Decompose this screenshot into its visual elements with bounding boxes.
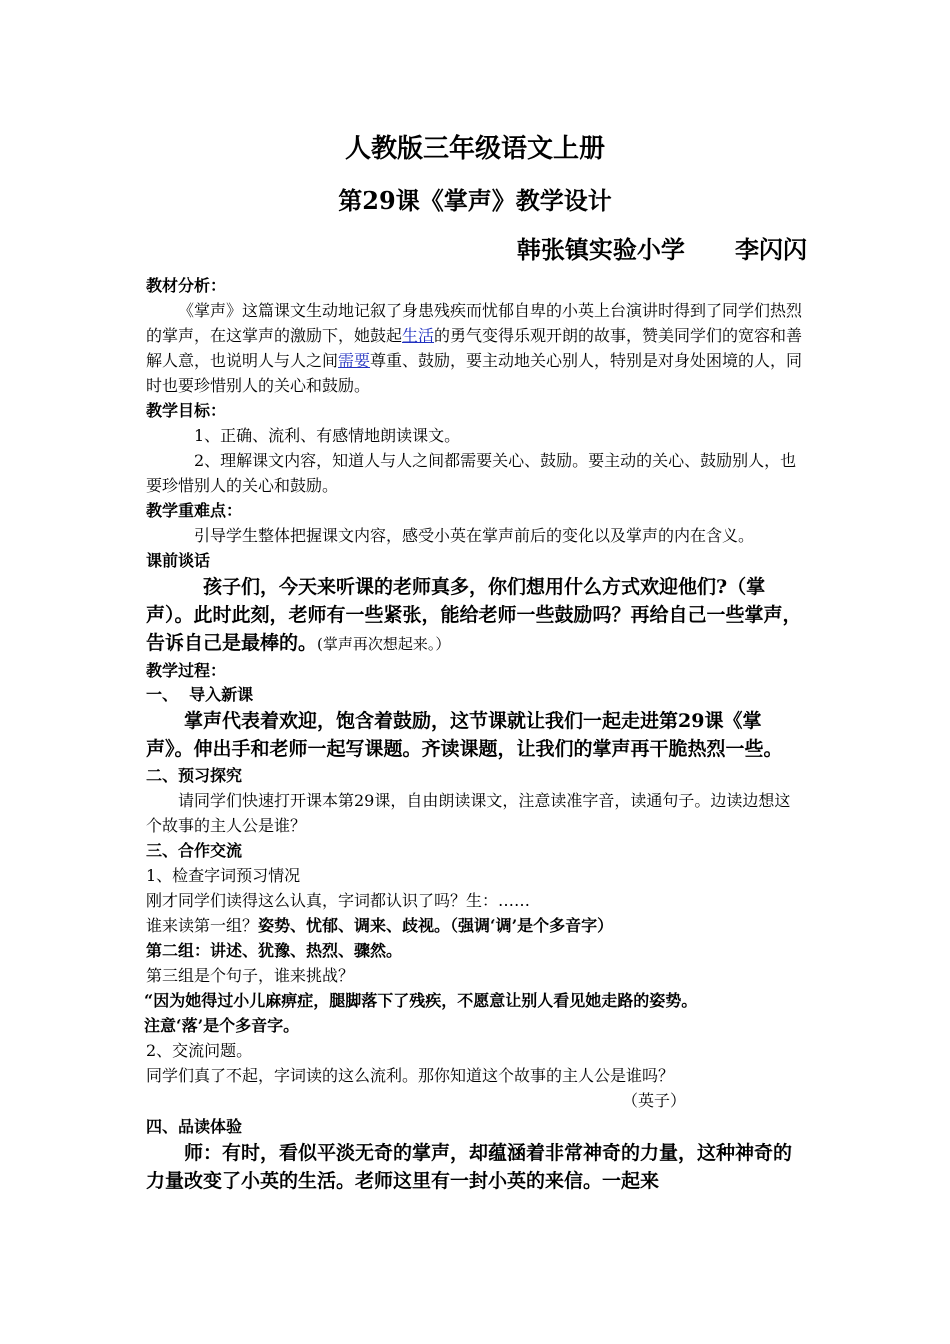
cooperate-line: 同学们真了不起，字词读的这么流利。那你知道这个故事的主人公是谁吗？ bbox=[146, 1066, 675, 1085]
goal-item-1: 1、正确、流利、有感情地朗读课文。 bbox=[194, 426, 461, 445]
text-run: 姿势、忧郁、调来、歧视。（强调‘调’是个多音字） bbox=[258, 916, 614, 935]
text-run: 孩子们，今天来听课的老师真多，你们想用什么方式欢迎他们?（掌声）。此时此刻，老师有一些紧张，能给老师一些鼓励吗？再给自己一些掌声，告诉自己是最棒的。 bbox=[146, 576, 802, 654]
cooperate-line: 第三组是个句子，谁来挑战？ bbox=[146, 966, 355, 985]
step-heading-cooperate: 三、合作交流 bbox=[146, 841, 243, 860]
material-analysis-paragraph bbox=[146, 298, 806, 398]
section-heading-key-points: 教学重难点： bbox=[146, 501, 243, 520]
cooperate-line: 刚才同学们读得这么认真，字词都认识了吗？生：…… bbox=[146, 891, 531, 910]
pre-talk-paragraph bbox=[146, 573, 806, 658]
text-run: 谁来读第一组？ bbox=[146, 916, 259, 935]
cooperate-answer: （英子） bbox=[621, 1091, 686, 1110]
link-need[interactable]: 需要 bbox=[338, 351, 371, 370]
cooperate-line: 注意‘落’是个多音字。 bbox=[144, 1016, 300, 1035]
section-heading-pre-talk: 课前谈话 bbox=[146, 551, 211, 570]
cooperate-line: 第二组：讲述、犹豫、热烈、骤然。 bbox=[146, 941, 403, 960]
link-life[interactable]: 生活 bbox=[402, 326, 435, 345]
cooperate-line: 1、检查字词预习情况 bbox=[146, 866, 301, 885]
step-preview-paragraph: 请同学们快速打开课本第29课，自由朗读课文，注意读准字音，读通句子。边读边想这个故事的主人公是谁？ bbox=[146, 791, 791, 835]
section-heading-process: 教学过程： bbox=[146, 661, 227, 680]
section-heading-material: 教材分析： bbox=[146, 276, 227, 295]
cooperate-line: 2、交流问题。 bbox=[146, 1041, 253, 1060]
step-heading-preview: 二、预习探究 bbox=[146, 766, 243, 785]
text-run: 《掌声》这篇课文生动地记叙了身患残疾而忧郁自卑的小英上台演讲时得到了同学们热烈的掌声，在这掌声的激励下，她鼓起 bbox=[146, 301, 803, 345]
cooperate-line: “因为她得过小儿麻痹症，腿脚落下了残疾，不愿意让别人看见她走路的姿势。 bbox=[144, 991, 698, 1010]
document-body bbox=[146, 273, 806, 1195]
author-line: 韩张镇实验小学 李闪闪 bbox=[516, 235, 807, 264]
step-reading-paragraph: 师：有时，看似平淡无奇的掌声，却蕴涵着非常神奇的力量，这种神奇的力量改变了小英的生活。老师这里有一封小英的来信。一起来 bbox=[146, 1142, 793, 1192]
text-run: (掌声再次想起来。） bbox=[317, 635, 451, 653]
step-intro-paragraph: 掌声代表着欢迎，饱含着鼓励，这节课就让我们一起走进第29课《掌声》。伸出手和老师一起写课题。齐读课题，让我们的掌声再干脆热烈一些。 bbox=[146, 710, 783, 760]
section-heading-goals: 教学目标： bbox=[146, 401, 227, 420]
key-points-paragraph: 引导学生整体把握课文内容，感受小英在掌声前后的变化以及掌声的内在含义。 bbox=[194, 526, 755, 545]
lesson-title: 第29课《掌声》教学设计 bbox=[338, 186, 612, 215]
text-run: 的勇气变得乐观开朗的故事，赞美同学们的宽容和善解人意，也说明人与人之间 bbox=[146, 326, 803, 370]
step-heading-reading: 四、品读体验 bbox=[146, 1117, 243, 1136]
cooperate-line bbox=[146, 913, 806, 938]
text-run: 尊重、鼓励，要主动地关心别人，特别是对身处困境的人，同时也要珍惜别人的关心和鼓励。 bbox=[146, 351, 803, 395]
goal-item-2: 2、理解课文内容，知道人与人之间都需要关心、鼓励。要主动的关心、鼓励别人，也要珍惜别人的关心和鼓励。 bbox=[146, 451, 797, 495]
document-title: 人教版三年级语文上册 bbox=[344, 134, 605, 164]
step-heading-intro: 一、 导入新课 bbox=[146, 685, 254, 704]
